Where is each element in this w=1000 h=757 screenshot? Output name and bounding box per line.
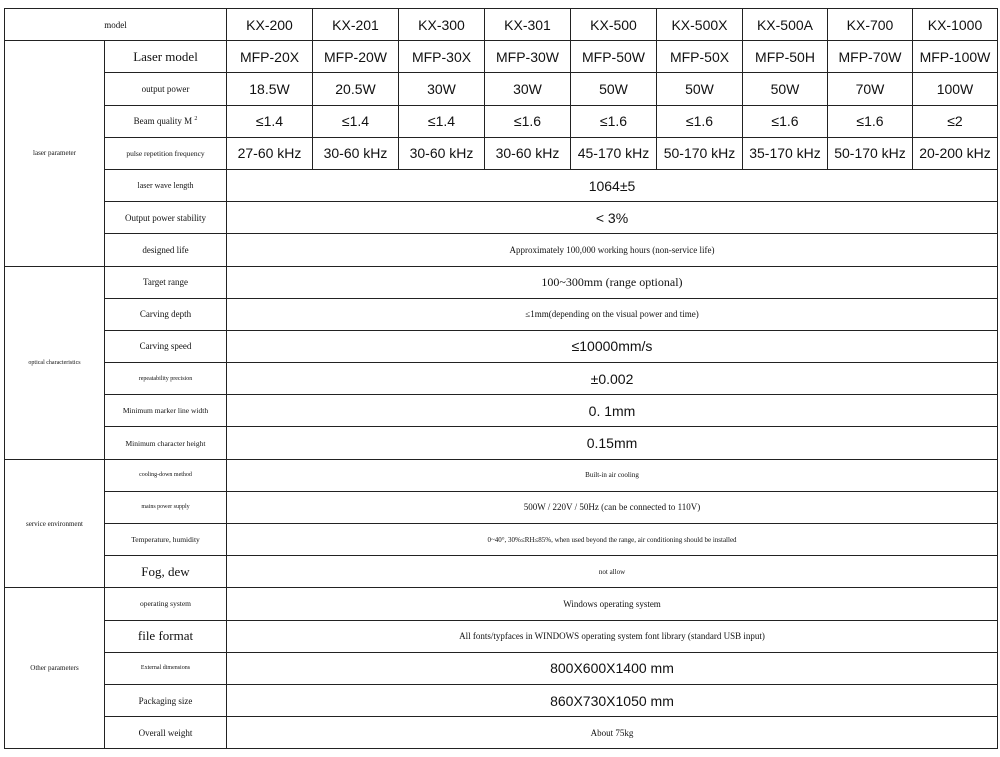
table-row — [5, 556, 998, 588]
value-cell: 30-60 kHz — [399, 137, 485, 169]
carving-depth-value: ≤1mm(depending on the visual power and time) — [525, 309, 699, 320]
value-cell: MFP-30X — [399, 41, 485, 73]
model-header-label: model — [5, 9, 227, 41]
table-row — [5, 395, 998, 427]
row-label-operating-system: operating system — [105, 588, 227, 620]
value-cell: 50W — [657, 73, 743, 105]
value-cell: ≤1.4 — [399, 105, 485, 137]
value-cell: 50-170 kHz — [657, 137, 743, 169]
value-cell: ≤2 — [913, 105, 998, 137]
model-cell: KX-500A — [743, 9, 828, 41]
value-cell-merged: 100~300mm (range optional) — [227, 266, 998, 298]
value-cell: 30W — [399, 73, 485, 105]
value-cell: MFP-20X — [227, 41, 313, 73]
value-cell: MFP-20W — [313, 41, 399, 73]
table-row — [5, 652, 998, 684]
value-cell: 50W — [743, 73, 828, 105]
value-cell: 50-170 kHz — [828, 137, 913, 169]
value-cell-merged: All fonts/typfaces in WINDOWS operating system font library (standard USB input) — [227, 620, 998, 652]
row-label-temperature: Temperature, humidity — [105, 524, 227, 556]
value-cell-merged: 0. 1mm — [227, 395, 998, 427]
value-cell-merged: not allow — [227, 556, 998, 588]
value-cell: MFP-100W — [913, 41, 998, 73]
table-row — [5, 491, 998, 523]
value-cell: 30-60 kHz — [313, 137, 399, 169]
value-cell: 27-60 kHz — [227, 137, 313, 169]
value-cell: MFP-70W — [828, 41, 913, 73]
value-cell: ≤1.4 — [227, 105, 313, 137]
table-row — [5, 234, 998, 266]
value-cell: 20-200 kHz — [913, 137, 998, 169]
value-cell: 100W — [913, 73, 998, 105]
category-optical-characteristics: optical characteristics — [5, 266, 105, 459]
value-cell: ≤1.6 — [657, 105, 743, 137]
value-cell-merged: 0.15mm — [227, 427, 998, 459]
value-cell-merged — [227, 298, 998, 330]
table-row — [5, 169, 998, 201]
value-cell: MFP-50W — [571, 41, 657, 73]
value-cell: ≤1.6 — [828, 105, 913, 137]
row-label-pulse-frequency: pulse repetition frequency — [105, 137, 227, 169]
table-row — [5, 41, 998, 73]
row-label-overall-weight: Overall weight — [105, 717, 227, 749]
value-cell: ≤1.4 — [313, 105, 399, 137]
row-label-min-char-height: Minimum character height — [105, 427, 227, 459]
model-cell: KX-1000 — [913, 9, 998, 41]
beam-quality-superscript: 2 — [194, 116, 198, 123]
value-cell: 18.5W — [227, 73, 313, 105]
value-cell: 35-170 kHz — [743, 137, 828, 169]
model-cell: KX-500X — [657, 9, 743, 41]
value-cell-merged — [227, 234, 998, 266]
table-row — [5, 459, 998, 491]
value-cell: MFP-30W — [485, 41, 571, 73]
row-label-designed-life: designed life — [105, 234, 227, 266]
table-row — [5, 717, 998, 749]
value-cell-merged: ±0.002 — [227, 363, 998, 395]
value-cell-merged: 1064±5 — [227, 169, 998, 201]
value-cell: 20.5W — [313, 73, 399, 105]
row-label-output-power: output power — [105, 73, 227, 105]
value-cell-merged: Built-in air cooling — [227, 459, 998, 491]
value-cell: 30W — [485, 73, 571, 105]
table-row — [5, 73, 998, 105]
designed-life-value: Approximately 100,000 working hours (non-service life) — [509, 244, 715, 255]
value-cell-merged: Windows operating system — [227, 588, 998, 620]
value-cell: ≤1.6 — [485, 105, 571, 137]
model-cell: KX-200 — [227, 9, 313, 41]
table-row — [5, 298, 998, 330]
min-line-width-label: Minimum marker line width — [122, 406, 209, 416]
model-cell: KX-700 — [828, 9, 913, 41]
table-row — [5, 266, 998, 298]
model-cell: KX-301 — [485, 9, 571, 41]
value-cell: 50W — [571, 73, 657, 105]
category-other-parameters: Other parameters — [5, 588, 105, 749]
beam-quality-label: Beam quality M — [133, 116, 193, 127]
model-cell: KX-201 — [313, 9, 399, 41]
value-cell-merged: About 75kg — [227, 717, 998, 749]
row-label-min-line-width — [105, 395, 227, 427]
row-label-external-dimensions: External dimensions — [105, 652, 227, 684]
value-cell: 70W — [828, 73, 913, 105]
row-label-carving-depth: Carving depth — [105, 298, 227, 330]
value-cell: 30-60 kHz — [485, 137, 571, 169]
value-cell: MFP-50H — [743, 41, 828, 73]
category-service-environment: service environment — [5, 459, 105, 588]
table-row — [5, 684, 998, 716]
value-cell-merged: < 3% — [227, 202, 998, 234]
model-cell: KX-300 — [399, 9, 485, 41]
value-cell-merged: 800X600X1400 mm — [227, 652, 998, 684]
row-label-target-range: Target range — [105, 266, 227, 298]
table-row — [5, 105, 998, 137]
table-row — [5, 363, 998, 395]
row-label-power-stability: Output power stability — [105, 202, 227, 234]
table-row — [5, 588, 998, 620]
value-cell: ≤1.6 — [743, 105, 828, 137]
row-label-file-format: file format — [105, 620, 227, 652]
row-label-fog-dew: Fog, dew — [105, 556, 227, 588]
table-row — [5, 137, 998, 169]
row-label-wave-length: laser wave length — [105, 169, 227, 201]
table-row — [5, 330, 998, 362]
row-label-beam-quality — [105, 105, 227, 137]
value-cell: ≤1.6 — [571, 105, 657, 137]
value-cell-merged: 0~40°, 30%≤RH≤85%, when used beyond the range, air conditioning should be installed — [227, 524, 998, 556]
row-label-laser-model: Laser model — [105, 41, 227, 73]
value-cell-merged: 500W / 220V / 50Hz (can be connected to 110V) — [227, 491, 998, 523]
table-row — [5, 620, 998, 652]
row-label-carving-speed: Carving speed — [105, 330, 227, 362]
table-row — [5, 427, 998, 459]
value-cell: 45-170 kHz — [571, 137, 657, 169]
table-row — [5, 202, 998, 234]
model-cell: KX-500 — [571, 9, 657, 41]
row-label-cooling: cooling-down method — [105, 459, 227, 491]
row-label-repeatability: repeatability precision — [105, 363, 227, 395]
row-label-power-supply: mains power supply — [105, 491, 227, 523]
table-row — [5, 524, 998, 556]
value-cell-merged: 860X730X1050 mm — [227, 684, 998, 716]
category-laser-parameter: laser parameter — [5, 41, 105, 266]
header-row — [5, 9, 998, 41]
row-label-packaging-size: Packaging size — [105, 684, 227, 716]
spec-table — [4, 8, 998, 749]
value-cell: MFP-50X — [657, 41, 743, 73]
value-cell-merged: ≤10000mm/s — [227, 330, 998, 362]
